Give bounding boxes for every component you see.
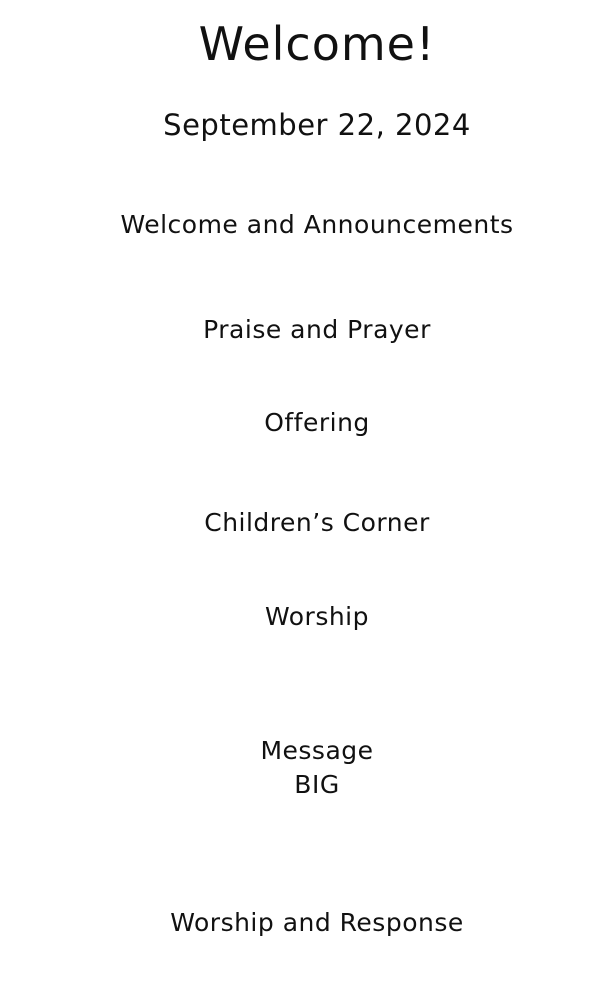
service-item-childrens-corner: Children’s Corner [204,508,430,537]
message-subtitle: BIG [294,770,340,799]
service-item-welcome-announcements: Welcome and Announcements [120,210,514,239]
service-item-praise-prayer: Praise and Prayer [203,315,431,344]
service-date: September 22, 2024 [163,108,471,142]
service-item-message: Message [260,736,374,765]
page-title: Welcome! [198,17,436,71]
service-item-offering: Offering [264,408,370,437]
service-item-worship-response: Worship and Response [170,908,464,937]
service-item-worship: Worship [264,602,369,631]
